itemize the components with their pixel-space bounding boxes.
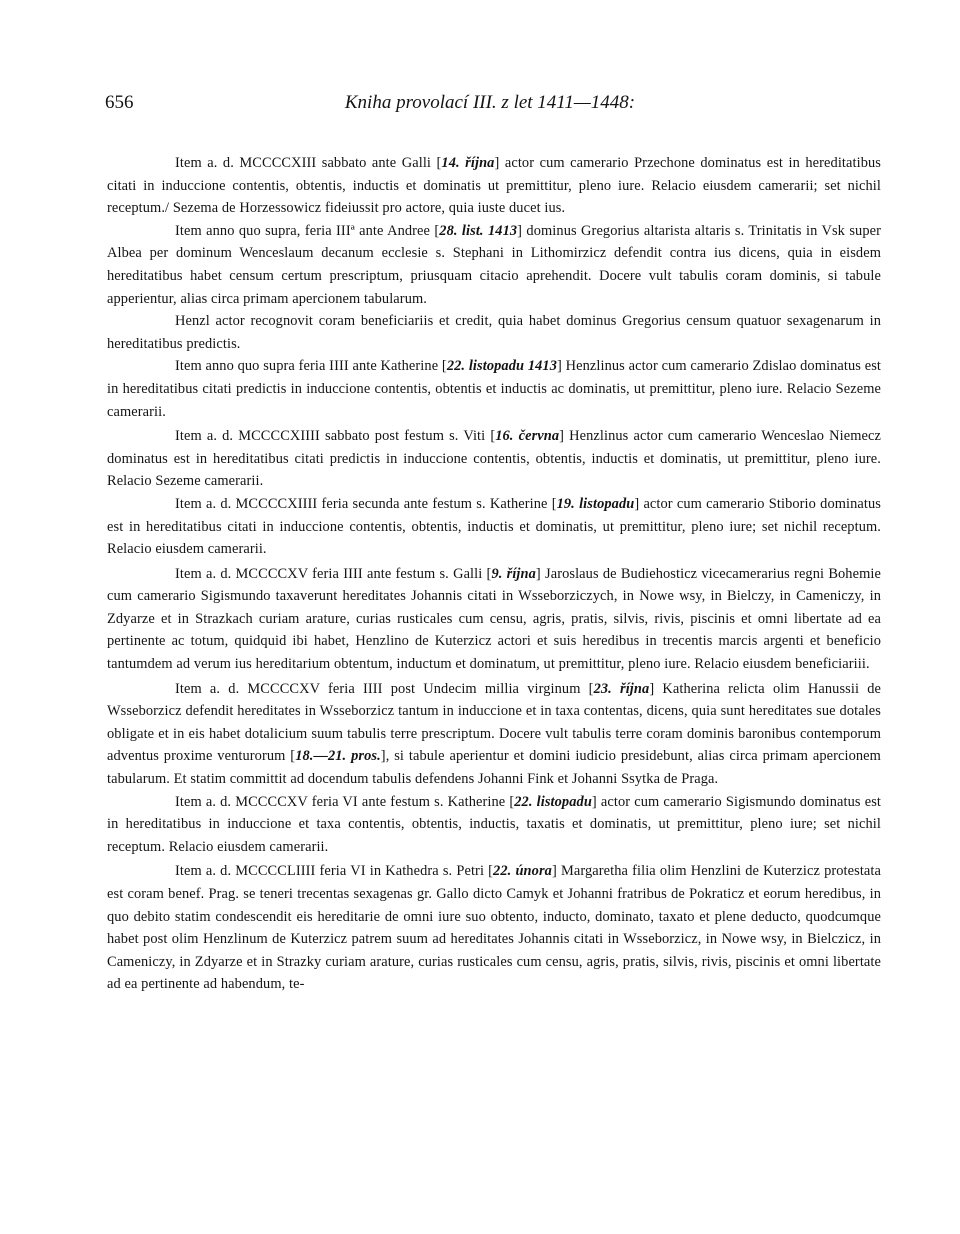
entry-9: Item a. d. MCCCCXV feria VI ante festum s. Katherine [22. listopadu] actor cum camerario Sigismundo dominatus est in hereditatibus in induccione et taxa contentis, obtentis, inductis, taxatis et dominatis, ut premittitur, pleno iure; set nichil receptum. Relacio eiusdem camerarii. [107, 793, 881, 855]
date-note: 22. listopadu [514, 793, 592, 810]
entry-6: Item a. d. MCCCCXIIII feria secunda ante festum s. Katherine [19. listopadu] actor cum camerario Stiborio dominatus est in hereditatibus citati in induccione contentis, obtentis, inductis et dominatis, ut premittitur, pleno iure; set nichil receptum. Relacio eiusdem camerarii. [107, 495, 882, 558]
entry-1: Item a. d. MCCCCXIII sabbato ante Galli [14. října] actor cum camerario Przechone dominatus est in hereditatibus citati in induccione contentis, obtentis, inductis et dominatis ut premittitur, pleno iure. Relacio eiusdem camerarii; set nichil receptum./ Sezema de Horzessowicz fideiussit pro actore, quia iuste ducet ius. [107, 155, 882, 217]
body-text [107, 152, 881, 996]
entry-5: Item a. d. MCCCCXIIII sabbato post festum s. Viti [16. června] Henzlinus actor cum camerario Wenceslao Niemecz dominatus est in hereditatibus citati predictis in induccione contentis, obtentis, inductis et dominatis, ut premittitur, pleno iure. Relacio Sezeme camerarii. [107, 428, 881, 490]
date-note: 18.—21. pros. [295, 748, 381, 765]
page-number: 656 [105, 92, 134, 113]
entry-4: Item anno quo supra feria IIII ante Katherine [22. listopadu 1413] Henzlinus actor cum camerario Zdislao dominatus est in hereditatibus citati predictis in induccione contentis, obtentis et inductis ac dominatis, ut premittitur, pleno iure. Relacio Sezeme camerarii. [107, 358, 881, 420]
entry-8: Item a. d. MCCCCXV feria IIII post Undecim millia virginum [23. října] Katherina relicta olim Hanussii de Wsseborzicz defendit hereditates in Wsseborzicz tantum in induccione et in taxa contentas, dicens, quia sunt hereditates sue dotales obligate et in eis habet dotalicium suum tabulis terre prescriptum. Docere vult tabulis terre coram dominis baronibus contemporum adventus proxime venturorum [18.—21. pros.], si tabule aperientur et domini iudicio presidebunt, alias circa primam apercionem tabularum. Et statim committit ad docendum tabulis defendens Johanni Fink et Johanni Ssytka de Praga. [107, 680, 881, 788]
date-note: 28. list. 1413 [439, 222, 518, 239]
date-note: 9. října [491, 565, 536, 582]
entry-10: Item a. d. MCCCCLIIII feria VI in Kathedra s. Petri [22. února] Margaretha filia olim Henzlini de Kuterzicz protestata est coram benef. Prag. se teneri trecentas sexagenas gr. Gallo dicto Camyk et Johanni fratribus de Pokraticz et eorum heredibus, in quo debito statim condescendit eis hereditarie de omni iure suo obtento, inducto, dominato, taxato et plene deducto, quodcumque habet post olim Henzlinum de Kuterzicz patrem suum ad hereditates Johannis citati in Wsseborzicz, in Nowe wsy, in Bielczicz, in Cameniczy, in Zdyarze et in Strazky curiam arature, curias rusticales cum censu, agris, pratis, silvis, rivis, piscinis et omni libertate ad ea pertinente ad habendum, te- [107, 863, 882, 993]
entry-2: Item anno quo supra, feria IIIª ante Andree [28. list. 1413] dominus Gregorius altarista altaris s. Trinitatis in Vsk super Albea per dominum Wenceslaum decanum ecclesie s. Stephani in Lithomirzicz defendit contra ius dicens, quia in eisdem hereditatibus habet censum certum prescriptum, priusquam citacio aprehendit. Docere vult tabulis coram dominis, si tabule apperientur, alias circa primam apercionem tabularum. [107, 222, 881, 307]
date-note: 16. června [495, 428, 560, 445]
running-title: Kniha provolací III. z let 1411—1448: [344, 92, 636, 113]
entry-7: Item a. d. MCCCCXV feria IIII ante festum s. Galli [9. října] Jaroslaus de Budiehosticz vicecamerarius regni Bohemie cum camerario Sigismundo taxaverunt hereditates Johannis citati in Wsseborziczych, in Nowe wsy, in Bielczy, in Cameniczy, in Zdyarze et in Strazkach curiam arature, curias rusticales cum censu, agris, pratis, silvis, rivis, piscinis et omni libertate ad ea pertinente ac totum, quidquid ibi habet, Henzlino de Kuterzicz actori et suis heredibus in trecentis marcis argenti et beneficio tantumdem ad verum ius hereditarium obtentum, inductum et dominatum, ut premittitur, pleno iure. Relacio eiusdem beneficiariii. [107, 565, 881, 673]
running-head [105, 90, 865, 116]
entry-3: Henzl actor recognovit coram beneficiariis et credit, quia habet dominus Gregorius censum quatuor sexagenarum in hereditatibus predictis. [107, 313, 881, 352]
date-note: 19. listopadu [556, 495, 635, 512]
date-note: 22. listopadu 1413 [446, 358, 558, 375]
date-note: 22. února [493, 863, 552, 880]
date-note: 14. října [441, 155, 495, 171]
date-note: 23. října [593, 680, 650, 697]
